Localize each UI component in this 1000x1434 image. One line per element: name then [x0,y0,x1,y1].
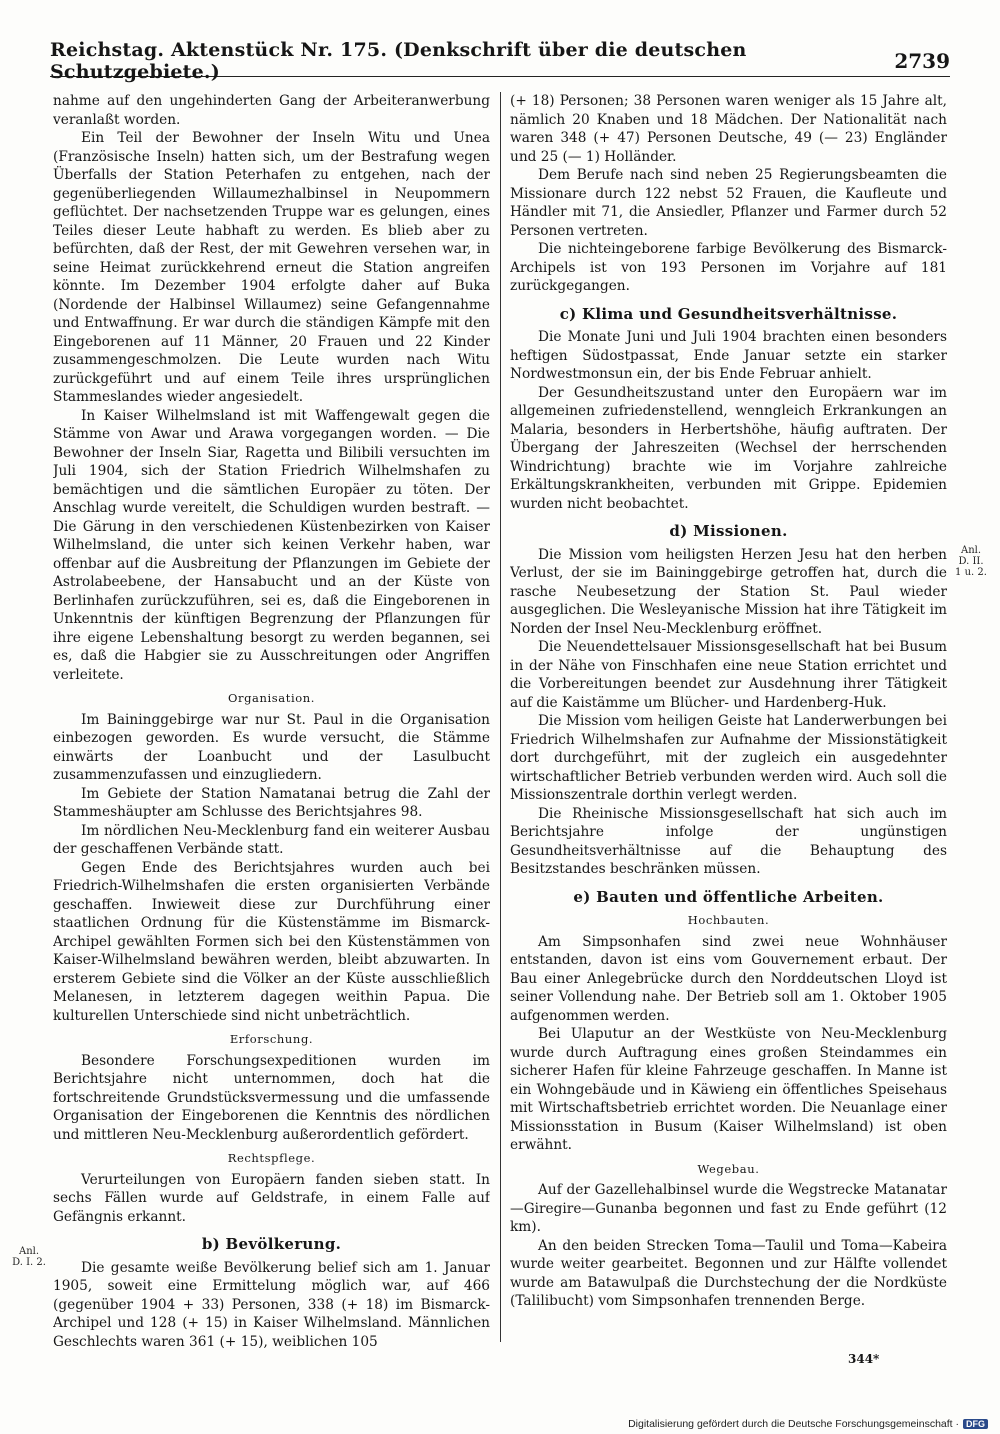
header-title: Reichstag. Aktenstück Nr. 175. (Denkschrift über die deutschen Schutzgebiete.) [50,39,747,83]
footer-text: Digitalisierung gefördert durch die Deutsche Forschungsgemeinschaft · [628,1418,959,1430]
right-column [510,92,947,1348]
margin-note-line: D. II. [958,556,984,567]
margin-note-right [952,545,990,578]
subheading-rechtspflege: Rechtspflege. [227,1151,316,1165]
subheading-hochbauten: Hochbauten. [687,913,770,927]
paragraph: Im Baininggebirge war nur St. Paul in die Organisation einbezogen geworden. Es wurde versucht, die Stämme einwärts der Loanbucht und der Lasulbucht zusammenzufassen und einzugliedern. [53,711,490,783]
paragraph: Die Neuendettelsauer Missionsgesellschaft hat bei Busum in der Nähe von Finschhafen eine neue Station errichtet und die Vorbereitungen beendet zur Ausdehnung ihrer Tätigkeit auf die Kaistämme um Blücher- und Hardenberg-Huk. [510,639,947,711]
paragraph: Dem Berufe nach sind neben 25 Regierungsbeamten die Missionare durch 122 nebst 52 Frauen, die Kaufleute und Händler mit 71, die Ansiedler, Pflanzer und Farmer durch 52 Personen vertreten. [510,167,947,239]
subheading-wegebau: Wegebau. [697,1161,760,1176]
margin-note-line: Anl. [960,545,982,556]
paragraph: Verurteilungen von Europäern fanden sieben statt. In sechs Fällen wurde auf Geldstrafe, in einem Falle auf Gefängnis erkannt. [53,1171,490,1225]
footer [628,1418,988,1430]
paragraph: Die gesamte weiße Bevölkerung belief sich am 1. Januar 1905, soweit eine Ermittelung möglich war, auf 466 (gegenüber 1904 + 33) Personen, 338 (+ 18) im Bismarck-Archipel und 128 (+ 15) in Kaiser Wilhelmsland. Männlichen Geschlechts waren 361 (+ 15), weiblichen 105 [53,1259,490,1348]
paragraph: Gegen Ende des Berichtsjahres wurden auch bei Friedrich-Wilhelmshafen die ersten organisierten Verbände geschaffen. Inwieweit diese zur Durchführung einer staatlichen Ordnung für die Küstenstämme im Bismarck-Archipel gewählten Formen sich bei den Küstenstämmen von Kaiser-Wilhelmsland bewähren werden, bleibt abzuwarten. In ersterem Gebiete sind die Völker an der Küste ausschließlich Melanesen, in letzterem dagegen weithin Papua. Die kulturellen Unterschiede sind nicht unbeträchtlich. [53,859,490,1024]
paragraph: Im nördlichen Neu-Mecklenburg fand ein weiterer Ausbau der geschaffenen Verbände statt. [53,822,490,857]
paragraph: Der Gesundheitszustand unter den Europäern war im allgemeinen zufriedenstellend, wenngleich Erkrankungen an Malaria, besonders in Herbertshöhe, häufig auftraten. Der Übergang der Jahreszeiten (Wechsel der herrschenden Windrichtung) brachte wie im Vorjahre zahlreiche Erkältungskrankheiten, verbunden mit Grippe. Epidemien wurden nicht beobachtet. [510,384,947,512]
page-number: 2739 [894,49,950,73]
section-heading-bauten: e) Bauten und öffentliche Arbeiten. [573,887,884,906]
page-header [50,39,950,83]
paragraph: Die nichteingeborene farbige Bevölkerung des Bismarck-Archipels ist von 193 Personen im Vorjahre auf 181 zurückgegangen. [510,241,947,294]
paragraph: Besondere Forschungsexpeditionen wurden im Berichtsjahre nicht unternommen, doch hat die fortschreitende Grundstücksvermessung und die umfassende Organisation der Eingeborenen die Kenntnis des nördlichen und mittleren Neu-Mecklenburg außerordentlich gefördert. [53,1052,490,1143]
paragraph: Am Simpsonhafen sind zwei neue Wohnhäuser entstanden, davon ist eins vom Gouvernement erbaut. Der Bau einer Anlegebrücke durch den Norddeutschen Lloyd ist seiner Vollendung nahe. Der Betrieb soll am 1. Oktober 1905 aufgenommen werden. [510,933,947,1024]
paragraph: Die Monate Juni und Juli 1904 brachten einen besonders heftigen Südostpassat, Ende Januar setzte ein starker Nordwestmonsun ein, der bis Ende Februar anhielt. [510,329,947,382]
column-divider [500,92,501,1342]
subheading-erforschung: Erforschung. [229,1032,314,1046]
left-column [53,92,490,1348]
section-heading-bevoelkerung: b) Bevölkerung. [201,1235,342,1253]
paragraph: (+ 18) Personen; 38 Personen waren weniger als 15 Jahre alt, nämlich 20 Knaben und 18 Mädchen. Der Nationalität nach waren 348 (+ 47) Personen Deutsche, 49 (— 23) Engländer und 25 (— 1) Holländer. [510,93,947,165]
paragraph: Im Gebiete der Station Namatanai betrug die Zahl der Stammeshäupter am Schlusse des Berichtsjahres 98. [53,785,490,820]
paragraph: An den beiden Strecken Toma—Taulil und Toma—Kabeira wurde weiter gearbeitet. Begonnen und zur Hälfte vollendet wurde am Batawulpaß die Durchstechung der die Nordküste (Talilibucht) vom Simpsonhafen trennenden Berge. [510,1237,947,1309]
paragraph: In Kaiser Wilhelmsland ist mit Waffengewalt gegen die Stämme von Awar und Arawa vorgegangen worden. — Die Bewohner der Inseln Siar, Ragetta und Bilibili versuchten im Juli 1904, sich der Station Friedrich Wilhelmshafen zu bemächtigen und die sämtlichen Europäer zu töten. Der Anschlag wurde vereitelt, die Schuldigen wurden bestraft. — Die Gärung in den verschiedenen Küstenbezirken von Kaiser Wilhelmsland, die unter sich keinen Verkehr haben, war offenbar auf die Ausbreitung der Pflanzungen im Gebiete der Astrolabeebene, der Hansabucht und an der Küste von Berlinhafen zurückzuführen, sei es, daß die Eingeborenen in Unkenntnis der künftigen Begrenzung der Pflanzungen für ihre eigene Lebenshaltung besorgt zu werden begannen, sei es, daß die Habgier sie zu Ausschreitungen oder Angriffen verleitete. [53,407,490,683]
margin-note-line: Anl. [18,1246,40,1257]
dfg-logo: DFG [963,1419,988,1429]
paragraph: Die Mission vom heiligsten Herzen Jesu hat den herben Verlust, der sie im Baininggebirge getroffen hat, durch die rasche Neubesetzung der Station St. Paul wieder ausgeglichen. Die Wesleyanische Mission hat ihre Tätigkeit im Norden der Insel Neu-Mecklenburg eröffnet. [510,546,947,637]
section-heading-missionen: d) Missionen. [669,522,788,540]
section-heading-klima: c) Klima und Gesundheitsverhältnisse. [559,304,898,323]
margin-note-left [10,1246,48,1268]
paragraph: Auf der Gazellehalbinsel wurde die Wegstrecke Matanatar—Giregire—Gunanba begonnen und fast zu Ende geführt (12 km). [510,1182,947,1235]
paragraph: Bei Ulaputur an der Westküste von Neu-Mecklenburg wurde durch Auftragung eines großen Steindammes ein sicherer Hafen für kleine Fahrzeuge geschaffen. In Manne ist ein Wohngebäude und in Käwieng ein öffentliches Speisehaus mit Wirtschaftsbetrieb errichtet worden. Die Neuanlage einer Missionsstation in Busum (Kaiser Wilhelmsland) ist oben erwähnt. [510,1026,947,1153]
paragraph: Die Rheinische Missionsgesellschaft hat sich auch im Berichtsjahre infolge der ungünstigen Gesundheitsverhältnisse auf die Behauptung des Besitzstandes beschränken müssen. [510,805,947,877]
print-signature: 344* [848,1352,880,1366]
paragraph: nahme auf den ungehinderten Gang der Arbeiteranwerbung veranlaßt worden. [53,93,490,128]
subheading-organisation: Organisation. [227,691,316,705]
margin-note-line: 1 u. 2. [955,567,987,578]
margin-note-line: D. I. 2. [12,1257,46,1268]
paragraph: Die Mission vom heiligen Geiste hat Landerwerbungen bei Friedrich Wilhelmshafen zur Aufnahme der Missionstätigkeit dort durchgeführt, mit der zugleich ein ausgedehnter wirtschaftlicher Betrieb verbunden werden wird. Auch soll die Missionszentrale dorthin verlegt werden. [510,713,947,803]
paragraph: Ein Teil der Bewohner der Inseln Witu und Unea (Französische Inseln) hatten sich, um der Bestrafung wegen Überfalls der Station Peterhafen zu entgehen, nach der gegenüberliegenden Willaumezhalbinsel in Neupommern geflüchtet. Der nachsetzenden Truppe war es gelungen, eines Teiles dieser Leute habhaft zu werden. Es blieb aber zu befürchten, daß der Rest, der mit Gewehren versehen war, in seine Heimat zurückkehrend erneut die Station angreifen könnte. Im Dezember 1904 erfolgte daher auf Buka (Nordende der Halbinsel Willaumez) seine Gefangennahme und Entwaffnung. Er war durch die ständigen Kämpfe mit den Eingeborenen auf 11 Männer, 20 Frauen und 22 Kinder zusammengeschmolzen. Die Leute wurden nach Witu zurückgeführt und auf einem Teile ihres ursprünglichen Stammeslandes wieder angesiedelt. [53,130,490,405]
